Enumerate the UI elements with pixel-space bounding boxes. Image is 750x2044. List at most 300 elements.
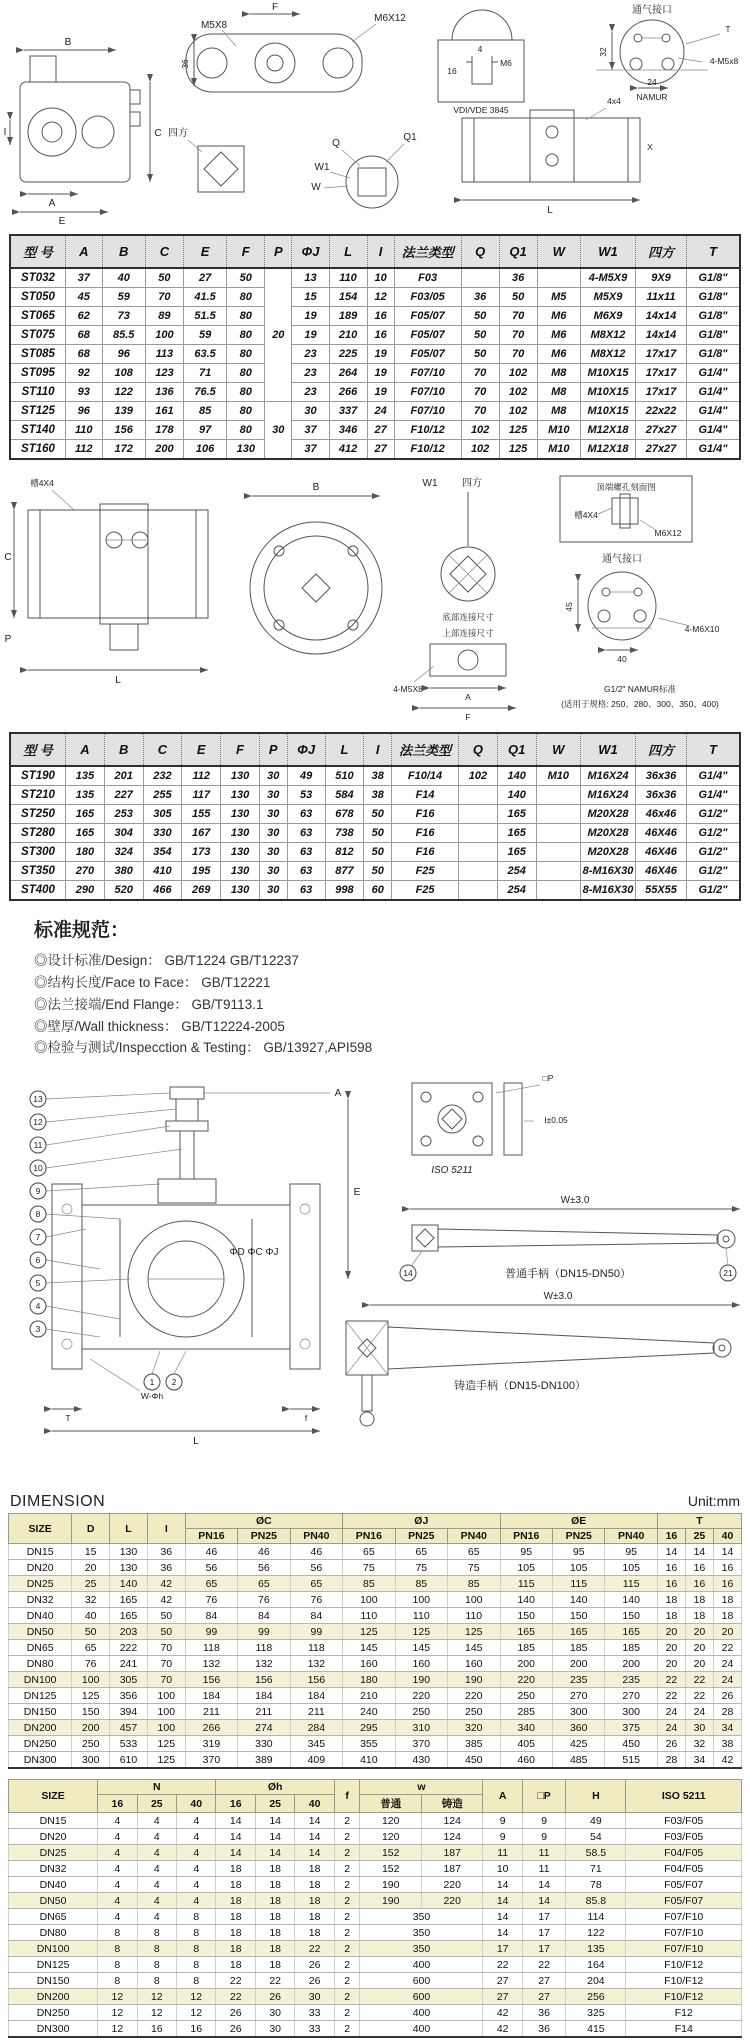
table-cell: 30 <box>292 402 329 421</box>
dim-label-a: A <box>334 1088 342 1100</box>
table-row <box>9 1877 742 1893</box>
table-cell: 110 <box>395 1608 447 1624</box>
table-cell: 430 <box>395 1752 447 1769</box>
table-cell: 466 <box>143 881 182 901</box>
dim-label-l: L <box>547 205 553 216</box>
standards-list <box>34 950 750 1059</box>
table-cell: 46X46 <box>636 824 687 843</box>
column-header: 法兰类型 <box>392 733 459 766</box>
table-cell: 46 <box>185 1544 237 1560</box>
column-subheader: 25 <box>685 1529 713 1544</box>
table-cell: 125 <box>448 1624 500 1640</box>
table-cell: 8 <box>98 1941 137 1957</box>
table-cell: M20X28 <box>581 805 636 824</box>
table-cell: 41.5 <box>183 288 226 307</box>
table-cell: 145 <box>448 1640 500 1656</box>
table-cell: 152 <box>360 1845 421 1861</box>
column-header: □P <box>522 1780 565 1813</box>
large-actuator-side-view <box>4 478 208 686</box>
table-cell: 120 <box>360 1829 421 1845</box>
label-slot-4x4-2: 槽4X4 <box>574 510 598 520</box>
table-cell: 130 <box>221 766 260 786</box>
table-cell: G1/2" <box>687 843 741 862</box>
table-cell: ST190 <box>10 766 66 786</box>
column-header: C <box>145 235 183 268</box>
table-cell: 16 <box>657 1560 685 1576</box>
table-cell: DN150 <box>9 1704 72 1720</box>
table-cell: 254 <box>497 862 536 881</box>
table-cell: 154 <box>329 288 367 307</box>
table-cell: 12 <box>177 1989 216 2005</box>
table-cell: 300 <box>552 1704 604 1720</box>
table-cell: M5 <box>537 288 580 307</box>
table-cell: F16 <box>392 824 459 843</box>
table-cell: 4 <box>137 1893 176 1909</box>
dim-label-f: F <box>271 2 279 13</box>
table-cell: 65 <box>395 1544 447 1560</box>
column-header: F <box>221 733 260 766</box>
table-cell: 380 <box>104 862 143 881</box>
table-cell: 14 <box>216 1829 255 1845</box>
table-cell: 65 <box>290 1576 342 1592</box>
table-cell: 130 <box>221 805 260 824</box>
table-cell: 95 <box>500 1544 552 1560</box>
table-cell: 8 <box>177 1909 216 1925</box>
table-cell: 118 <box>290 1640 342 1656</box>
table-cell: 78 <box>566 1877 626 1893</box>
table-cell: 59 <box>183 326 226 345</box>
table-cell: 600 <box>360 1973 483 1989</box>
part-balloon <box>30 1252 46 1268</box>
table-cell: 125 <box>499 440 537 460</box>
table-cell: G1/4" <box>687 421 741 440</box>
table-cell: 27 <box>522 1973 565 1989</box>
table-cell: 389 <box>238 1752 290 1769</box>
table-cell: M10X15 <box>581 383 636 402</box>
table-cell: 18 <box>255 1925 294 1941</box>
table-cell: 27 <box>183 268 226 288</box>
table-cell: 18 <box>295 1925 334 1941</box>
table-cell: 210 <box>329 326 367 345</box>
table-cell: 130 <box>227 440 265 460</box>
table-cell: 19 <box>292 326 329 345</box>
table-cell: 50 <box>461 307 499 326</box>
table-cell: 99 <box>290 1624 342 1640</box>
table-cell: 36 <box>522 2021 565 2038</box>
table-cell: M10 <box>536 766 580 786</box>
dim-label-24: 24 <box>647 77 657 87</box>
table-row <box>10 268 740 288</box>
table-cell: 264 <box>329 364 367 383</box>
table-cell: 18 <box>255 1941 294 1957</box>
table-cell: F25 <box>392 862 459 881</box>
table-cell: 113 <box>145 345 183 364</box>
table-cell: G1/8" <box>687 345 741 364</box>
table-cell: 324 <box>104 843 143 862</box>
table-cell: 22 <box>657 1672 685 1688</box>
table-cell: DN32 <box>9 1861 98 1877</box>
table-cell: 122 <box>566 1925 626 1941</box>
table-cell: 46X46 <box>636 843 687 862</box>
table-cell: 65 <box>238 1576 290 1592</box>
table-cell: DN50 <box>9 1893 98 1909</box>
table-cell: DN25 <box>9 1845 98 1861</box>
table-cell: DN300 <box>9 1752 72 1769</box>
column-subheader: 普通 <box>360 1795 421 1813</box>
table-cell: 160 <box>448 1656 500 1672</box>
table-cell: 2 <box>334 2021 360 2038</box>
table-cell: 150 <box>500 1608 552 1624</box>
table-cell: 222 <box>110 1640 148 1656</box>
table-cell: 63 <box>287 824 325 843</box>
table-cell: DN15 <box>9 1544 72 1560</box>
table-cell: 89 <box>145 307 183 326</box>
part-balloon <box>30 1091 46 1107</box>
vdi-vde-detail <box>438 10 524 115</box>
table-cell: 38 <box>364 766 392 786</box>
table-cell: 8 <box>177 1925 216 1941</box>
table-cell: 100 <box>343 1592 395 1608</box>
table-cell: 4 <box>98 1845 137 1861</box>
table-cell: G1/4" <box>687 383 741 402</box>
table-row <box>9 1656 742 1672</box>
table-row <box>9 1925 742 1941</box>
table-cell: 2 <box>334 1829 360 1845</box>
dim-label-f: F <box>465 712 471 722</box>
standard-item: ◎结构长度/Face to Face： GB/T12221 <box>34 974 271 990</box>
table-cell: 255 <box>143 786 182 805</box>
table-cell: 250 <box>500 1688 552 1704</box>
table-cell: 30 <box>265 402 292 460</box>
table-cell: 16 <box>367 326 394 345</box>
column-subheader: 40 <box>295 1795 334 1813</box>
table-cell: 100 <box>147 1720 185 1736</box>
dim-label-diameters: ΦD ΦC ΦJ <box>229 1247 279 1259</box>
table-cell: 2 <box>334 1941 360 1957</box>
table-cell: 400 <box>360 2005 483 2021</box>
table-cell: 195 <box>182 862 221 881</box>
table-cell: 156 <box>290 1672 342 1688</box>
table-cell: 71 <box>566 1861 626 1877</box>
table-cell: 22 <box>657 1688 685 1704</box>
column-header: L <box>329 235 367 268</box>
table-cell: 11 <box>483 1845 522 1861</box>
table-cell: 285 <box>500 1704 552 1720</box>
table-cell: 200 <box>552 1656 604 1672</box>
table-cell: 330 <box>238 1736 290 1752</box>
table-cell: 20 <box>685 1640 713 1656</box>
valve-flange-table <box>8 1779 742 2038</box>
table-cell: 100 <box>145 326 183 345</box>
table-cell: 118 <box>185 1640 237 1656</box>
table-cell: 345 <box>290 1736 342 1752</box>
table-cell: 132 <box>185 1656 237 1672</box>
table-cell: 76 <box>290 1592 342 1608</box>
column-header: SIZE <box>9 1514 72 1544</box>
table-cell: M20X28 <box>581 843 636 862</box>
table-cell: 50 <box>227 268 265 288</box>
table-cell: 30 <box>259 805 287 824</box>
table-cell: 4 <box>177 1829 216 1845</box>
table-cell: 270 <box>552 1688 604 1704</box>
thread-label-4-m5x8: 4-M5x8 <box>709 56 739 66</box>
column-header: N <box>98 1780 216 1795</box>
table-cell: 14 <box>483 1925 522 1941</box>
balloon-number: 4 <box>35 1301 41 1312</box>
table-cell: 50 <box>461 345 499 364</box>
table-cell: 110 <box>329 268 367 288</box>
table-cell: 33 <box>295 2021 334 2038</box>
table-cell <box>459 824 498 843</box>
table-cell: 27 <box>483 1973 522 1989</box>
table-cell: 8-M16X30 <box>581 862 636 881</box>
table-cell: 300 <box>605 1704 657 1720</box>
table-cell: 20 <box>265 268 292 402</box>
column-header: T <box>657 1514 741 1529</box>
table-cell: 136 <box>145 383 183 402</box>
dim-label-e: E <box>353 1187 361 1199</box>
table-cell: F25 <box>392 881 459 901</box>
table-cell: 76.5 <box>183 383 226 402</box>
table-cell: 2 <box>334 1861 360 1877</box>
table-cell: 150 <box>552 1608 604 1624</box>
balloon-number: 1 <box>149 1377 155 1388</box>
table-cell: 14 <box>483 1909 522 1925</box>
column-header: 四方 <box>636 733 687 766</box>
part-balloon <box>400 1265 416 1281</box>
table-cell: 46X46 <box>636 862 687 881</box>
table-cell: 584 <box>325 786 364 805</box>
table-cell: 80 <box>227 402 265 421</box>
column-subheader: 40 <box>177 1795 216 1813</box>
table-cell: 125 <box>395 1624 447 1640</box>
table-cell: DN125 <box>9 1957 98 1973</box>
table-cell: 12 <box>98 1989 137 2005</box>
table-cell: 27x27 <box>636 421 687 440</box>
table-cell: 30 <box>259 824 287 843</box>
table-cell: 16 <box>685 1560 713 1576</box>
table-cell: 97 <box>183 421 226 440</box>
table-cell: 266 <box>329 383 367 402</box>
table-cell: 394 <box>110 1704 148 1720</box>
namur-vent-view <box>596 3 738 102</box>
table-cell: 30 <box>259 786 287 805</box>
table-cell: 27 <box>367 440 394 460</box>
table-cell: 11x11 <box>636 288 687 307</box>
table-cell: 18 <box>216 1893 255 1909</box>
table-cell: 37 <box>66 268 103 288</box>
column-header: 法兰类型 <box>394 235 461 268</box>
table-cell: 173 <box>182 843 221 862</box>
table-cell: F14 <box>392 786 459 805</box>
column-subheader: 25 <box>255 1795 294 1813</box>
table-cell: G1/8" <box>687 268 741 288</box>
table-cell: M10X15 <box>581 402 636 421</box>
table-cell: 998 <box>325 881 364 901</box>
table-cell: M6 <box>537 307 580 326</box>
table-cell: 220 <box>421 1877 482 1893</box>
table-cell: DN40 <box>9 1877 98 1893</box>
thread-label-4-m5x8: 4-M5X8 <box>393 684 423 694</box>
table-row <box>10 288 740 307</box>
table-cell: 26 <box>255 1989 294 2005</box>
column-header: A <box>483 1780 522 1813</box>
table-cell: 18 <box>255 1877 294 1893</box>
table-cell: 11 <box>522 1845 565 1861</box>
table-cell: 105 <box>500 1560 552 1576</box>
table-cell <box>459 805 498 824</box>
table-cell: 24 <box>657 1720 685 1736</box>
table-cell: 201 <box>104 766 143 786</box>
table-row <box>9 1957 742 1973</box>
table-cell: 36 <box>499 268 537 288</box>
table-cell: 55X55 <box>636 881 687 901</box>
table-cell: 185 <box>500 1640 552 1656</box>
caption-vdi-vde: VDI/VDE 3845 <box>453 105 509 115</box>
table-cell: 65 <box>185 1576 237 1592</box>
table-cell: 17 <box>522 1925 565 1941</box>
label-namur-note: (适用于规格: 250、280、300、350、400) <box>561 699 719 709</box>
table-cell: 300 <box>72 1752 110 1769</box>
table-cell: M6 <box>537 345 580 364</box>
part-balloon <box>144 1374 160 1390</box>
table-cell: 46x46 <box>636 805 687 824</box>
column-header: w <box>360 1780 483 1795</box>
table-cell: 9X9 <box>636 268 687 288</box>
table-cell: 30 <box>685 1720 713 1736</box>
table-cell: 15 <box>72 1544 110 1560</box>
table-cell: 32 <box>72 1592 110 1608</box>
table-cell: 85 <box>183 402 226 421</box>
table-cell: 2 <box>334 1909 360 1925</box>
table-cell: 54 <box>566 1829 626 1845</box>
table-cell: 4 <box>137 1813 176 1829</box>
table-cell: 150 <box>605 1608 657 1624</box>
table-cell: 14 <box>483 1877 522 1893</box>
balloon-number: 6 <box>35 1255 41 1266</box>
table-cell: 46 <box>290 1544 342 1560</box>
table-cell: 53 <box>287 786 325 805</box>
table-cell: 80 <box>227 307 265 326</box>
table-cell: 50 <box>72 1624 110 1640</box>
table-cell: 240 <box>343 1704 395 1720</box>
table-cell: F10/14 <box>392 766 459 786</box>
column-header: ΦJ <box>292 235 329 268</box>
table-cell: 320 <box>448 1720 500 1736</box>
table-cell: 18 <box>295 1893 334 1909</box>
table-row <box>9 1909 742 1925</box>
table-cell: 9 <box>483 1813 522 1829</box>
table-cell: 354 <box>143 843 182 862</box>
table-cell: 337 <box>329 402 367 421</box>
table-cell: 270 <box>66 862 105 881</box>
table-cell: 30 <box>255 2021 294 2038</box>
table-cell: ST280 <box>10 824 66 843</box>
table-cell: ST160 <box>10 440 66 460</box>
table-cell: M12X18 <box>581 440 636 460</box>
table-cell: F03/05 <box>394 288 461 307</box>
thread-label-m5x8: M5X8 <box>200 20 228 31</box>
table-cell: 14 <box>657 1544 685 1560</box>
table-cell: 310 <box>395 1720 447 1736</box>
table-cell: 26 <box>657 1736 685 1752</box>
column-header: ØJ <box>343 1514 500 1529</box>
table-cell: 356 <box>110 1688 148 1704</box>
table-cell: 8 <box>177 1957 216 1973</box>
table-cell: 184 <box>185 1688 237 1704</box>
dim-label-a: A <box>48 198 56 209</box>
table-cell: 18 <box>713 1608 741 1624</box>
table-cell: 9 <box>522 1813 565 1829</box>
table-cell: 50 <box>364 824 392 843</box>
table-cell: 76 <box>72 1656 110 1672</box>
balloon-number: 13 <box>33 1094 43 1105</box>
table-cell: M6X9 <box>581 307 636 326</box>
column-header: T <box>687 733 741 766</box>
standards-section <box>34 915 750 1059</box>
table-cell: 160 <box>343 1656 395 1672</box>
table-cell: 165 <box>66 805 105 824</box>
table-cell: 346 <box>329 421 367 440</box>
table-cell: 18 <box>657 1592 685 1608</box>
table-cell: 325 <box>566 2005 626 2021</box>
table-cell: 96 <box>102 345 145 364</box>
table-cell: 93 <box>66 383 103 402</box>
table-cell: 204 <box>566 1973 626 1989</box>
table-row <box>10 824 740 843</box>
table-cell: 125 <box>343 1624 395 1640</box>
dim-label-36: 36 <box>180 59 190 69</box>
part-balloon <box>30 1298 46 1314</box>
table-cell <box>459 786 498 805</box>
table-cell: 14 <box>685 1544 713 1560</box>
table-cell: F04/F05 <box>626 1861 742 1877</box>
table-cell: 355 <box>343 1736 395 1752</box>
table-cell: 12 <box>367 288 394 307</box>
table-cell: ST032 <box>10 268 66 288</box>
table-cell: 49 <box>287 766 325 786</box>
table-cell: G1/4" <box>687 402 741 421</box>
table-cell: 36 <box>147 1544 185 1560</box>
table-cell: G1/8" <box>687 326 741 345</box>
column-header: L <box>325 733 364 766</box>
table-cell: M12X18 <box>581 421 636 440</box>
column-header: F <box>227 235 265 268</box>
table-cell: 18 <box>216 1957 255 1973</box>
table-cell: 118 <box>238 1640 290 1656</box>
table-cell: 23 <box>292 364 329 383</box>
part-balloon <box>30 1206 46 1222</box>
table-cell: 4 <box>137 1829 176 1845</box>
table-cell: 12 <box>137 2005 176 2021</box>
actuator-front-view <box>4 37 162 227</box>
balloon-number: 2 <box>171 1377 177 1388</box>
table-cell: 375 <box>605 1720 657 1736</box>
table-cell: 187 <box>421 1861 482 1877</box>
table-cell: F10/12 <box>394 440 461 460</box>
table-cell: 610 <box>110 1752 148 1769</box>
table-cell: 200 <box>500 1656 552 1672</box>
table-row <box>10 766 740 786</box>
table-cell <box>459 843 498 862</box>
table-cell: 200 <box>72 1720 110 1736</box>
table-cell: 40 <box>72 1608 110 1624</box>
table-cell: 59 <box>102 288 145 307</box>
table-cell: ST250 <box>10 805 66 824</box>
table-cell: G1/2" <box>687 805 741 824</box>
dim-label-p: P <box>4 634 12 645</box>
table-cell: 23 <box>292 383 329 402</box>
